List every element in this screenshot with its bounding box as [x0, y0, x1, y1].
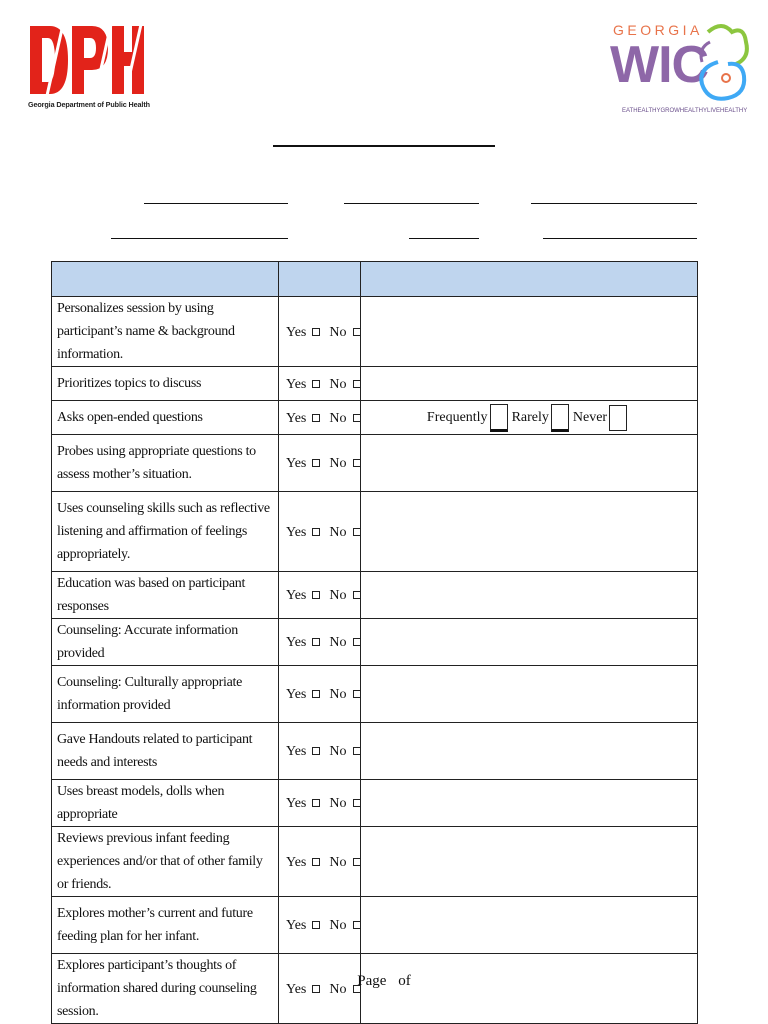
table-row	[52, 827, 698, 897]
yes-no-cell	[279, 619, 361, 666]
yes-no-cell	[279, 492, 361, 572]
yes-label: Yes	[286, 635, 307, 650]
yes-checkbox[interactable]	[312, 459, 320, 467]
item-text: Asks open-ended questions	[57, 410, 203, 425]
comments-cell[interactable]	[361, 666, 698, 723]
no-checkbox[interactable]	[353, 638, 361, 646]
item-text: Counseling: Culturally appropriate information provided	[57, 675, 242, 713]
yes-label: Yes	[286, 456, 307, 471]
item-text: Explores participant’s thoughts of information shared during counseling session.	[57, 958, 257, 1019]
comments-cell[interactable]	[361, 297, 698, 367]
wic-logo	[610, 22, 750, 120]
yes-label: Yes	[286, 918, 307, 933]
no-label: No	[329, 918, 347, 933]
table-row	[52, 572, 698, 619]
yes-no-cell	[279, 572, 361, 619]
yes-no-cell	[279, 723, 361, 780]
yes-label: Yes	[286, 376, 307, 392]
yes-checkbox[interactable]	[312, 799, 320, 807]
yes-label: Yes	[286, 588, 307, 603]
table-row	[52, 619, 698, 666]
yes-checkbox[interactable]	[312, 921, 320, 929]
no-checkbox[interactable]	[353, 591, 361, 599]
yes-label: Yes	[286, 744, 307, 759]
no-checkbox[interactable]	[353, 328, 361, 336]
comments-cell[interactable]	[361, 723, 698, 780]
blank-line-6	[543, 238, 697, 239]
item-text: Education was based on participant responses	[57, 576, 246, 614]
yes-label: Yes	[286, 410, 307, 426]
rarely-checkbox[interactable]	[551, 404, 569, 432]
yes-no-cell	[279, 666, 361, 723]
item-cell	[52, 401, 279, 435]
item-cell	[52, 666, 279, 723]
comments-cell[interactable]	[361, 780, 698, 827]
no-checkbox[interactable]	[353, 690, 361, 698]
evaluation-table	[51, 261, 698, 1024]
no-checkbox[interactable]	[353, 414, 361, 422]
rarely-label: Rarely	[511, 409, 549, 425]
yes-label: Yes	[286, 524, 307, 540]
no-checkbox[interactable]	[353, 858, 361, 866]
wic-wordmark: WIC	[610, 36, 709, 94]
item-cell	[52, 492, 279, 572]
no-label: No	[329, 635, 347, 650]
yes-no-cell	[279, 897, 361, 954]
no-label: No	[329, 744, 347, 759]
item-text: Counseling: Accurate information provided	[57, 623, 238, 661]
dph-logo	[28, 20, 150, 116]
table-row	[52, 723, 698, 780]
item-text: Explores mother’s current and future feeding plan for her infant.	[57, 906, 253, 944]
no-checkbox[interactable]	[353, 921, 361, 929]
title-blank-line	[273, 145, 495, 147]
table-row	[52, 492, 698, 572]
no-label: No	[329, 410, 347, 426]
comments-cell[interactable]	[361, 367, 698, 401]
frequently-label: Frequently	[426, 409, 488, 425]
yes-checkbox[interactable]	[312, 591, 320, 599]
no-label: No	[329, 456, 347, 471]
table-row	[52, 401, 698, 435]
no-label: No	[329, 324, 347, 340]
item-cell	[52, 897, 279, 954]
yes-checkbox[interactable]	[312, 690, 320, 698]
yes-checkbox[interactable]	[312, 380, 320, 388]
yes-no-cell	[279, 827, 361, 897]
page-footer	[0, 973, 768, 990]
item-cell	[52, 297, 279, 367]
wic-tagline: EATHEALTHYGROWHEALTHYLIVEHEALTHY	[622, 108, 748, 114]
item-cell	[52, 435, 279, 492]
table-row	[52, 367, 698, 401]
yes-no-cell	[279, 297, 361, 367]
no-checkbox[interactable]	[353, 747, 361, 755]
of-label: of	[398, 973, 411, 989]
yes-no-cell	[279, 367, 361, 401]
item-text: Probes using appropriate questions to assess mother’s situation.	[57, 444, 256, 482]
no-label: No	[329, 687, 347, 702]
header-cell-comments	[361, 262, 698, 297]
item-text: Gave Handouts related to participant needs and interests	[57, 732, 253, 770]
yes-checkbox[interactable]	[312, 858, 320, 866]
table-header-row	[52, 262, 698, 297]
table-row	[52, 666, 698, 723]
item-text: Uses counseling skills such as reflective listening and affirmation of feelings appropriately.	[57, 501, 270, 562]
yes-label: Yes	[286, 324, 307, 340]
item-cell	[52, 780, 279, 827]
item-cell	[52, 572, 279, 619]
item-text: Reviews previous infant feeding experiences and/or that of other family or friends.	[57, 831, 263, 892]
wic-family-icon	[688, 22, 750, 106]
comments-cell[interactable]	[361, 619, 698, 666]
yes-checkbox[interactable]	[312, 528, 320, 536]
yes-checkbox[interactable]	[312, 328, 320, 336]
header-cell-item	[52, 262, 279, 297]
yes-label: Yes	[286, 796, 307, 811]
comments-cell[interactable]	[361, 897, 698, 954]
comments-cell[interactable]	[361, 827, 698, 897]
comments-cell[interactable]	[361, 435, 698, 492]
header-cell-response	[279, 262, 361, 297]
never-checkbox[interactable]	[609, 405, 627, 431]
frequently-checkbox[interactable]	[490, 404, 508, 432]
comments-cell[interactable]	[361, 572, 698, 619]
item-cell	[52, 367, 279, 401]
yes-label: Yes	[286, 854, 307, 870]
page-label: Page	[357, 973, 387, 989]
yes-no-cell	[279, 435, 361, 492]
blank-line-5	[409, 238, 479, 239]
yes-no-cell	[279, 401, 361, 435]
yes-label: Yes	[286, 687, 307, 702]
dph-subtitle: Georgia Department of Public Health	[28, 100, 150, 109]
no-checkbox[interactable]	[353, 799, 361, 807]
yes-no-cell	[279, 780, 361, 827]
frequency-cell	[361, 401, 698, 435]
item-text: Personalizes session by using participant’s name & background information.	[57, 301, 235, 362]
blank-line-2	[344, 203, 479, 204]
blank-line-4	[111, 238, 288, 239]
no-label: No	[329, 588, 347, 603]
yes-label: Yes	[286, 981, 307, 997]
blank-line-3	[531, 203, 697, 204]
comments-cell[interactable]	[361, 492, 698, 572]
yes-checkbox[interactable]	[312, 414, 320, 422]
no-label: No	[329, 854, 347, 870]
no-label: No	[329, 981, 347, 997]
yes-checkbox[interactable]	[312, 747, 320, 755]
no-label: No	[329, 796, 347, 811]
item-text: Prioritizes topics to discuss	[57, 376, 202, 391]
table-row	[52, 435, 698, 492]
no-checkbox[interactable]	[353, 459, 361, 467]
no-label: No	[329, 524, 347, 540]
item-cell	[52, 723, 279, 780]
table-row	[52, 780, 698, 827]
item-text: Uses breast models, dolls when appropriate	[57, 784, 225, 822]
item-cell	[52, 619, 279, 666]
no-checkbox[interactable]	[353, 380, 361, 388]
blank-line-1	[144, 203, 288, 204]
no-label: No	[329, 376, 347, 392]
yes-checkbox[interactable]	[312, 638, 320, 646]
wic-state-label: GEORGIA	[613, 22, 703, 38]
dph-logo-mark	[28, 20, 146, 100]
table-row	[52, 297, 698, 367]
table-row	[52, 897, 698, 954]
item-cell	[52, 827, 279, 897]
no-checkbox[interactable]	[353, 528, 361, 536]
never-label: Never	[572, 409, 608, 425]
